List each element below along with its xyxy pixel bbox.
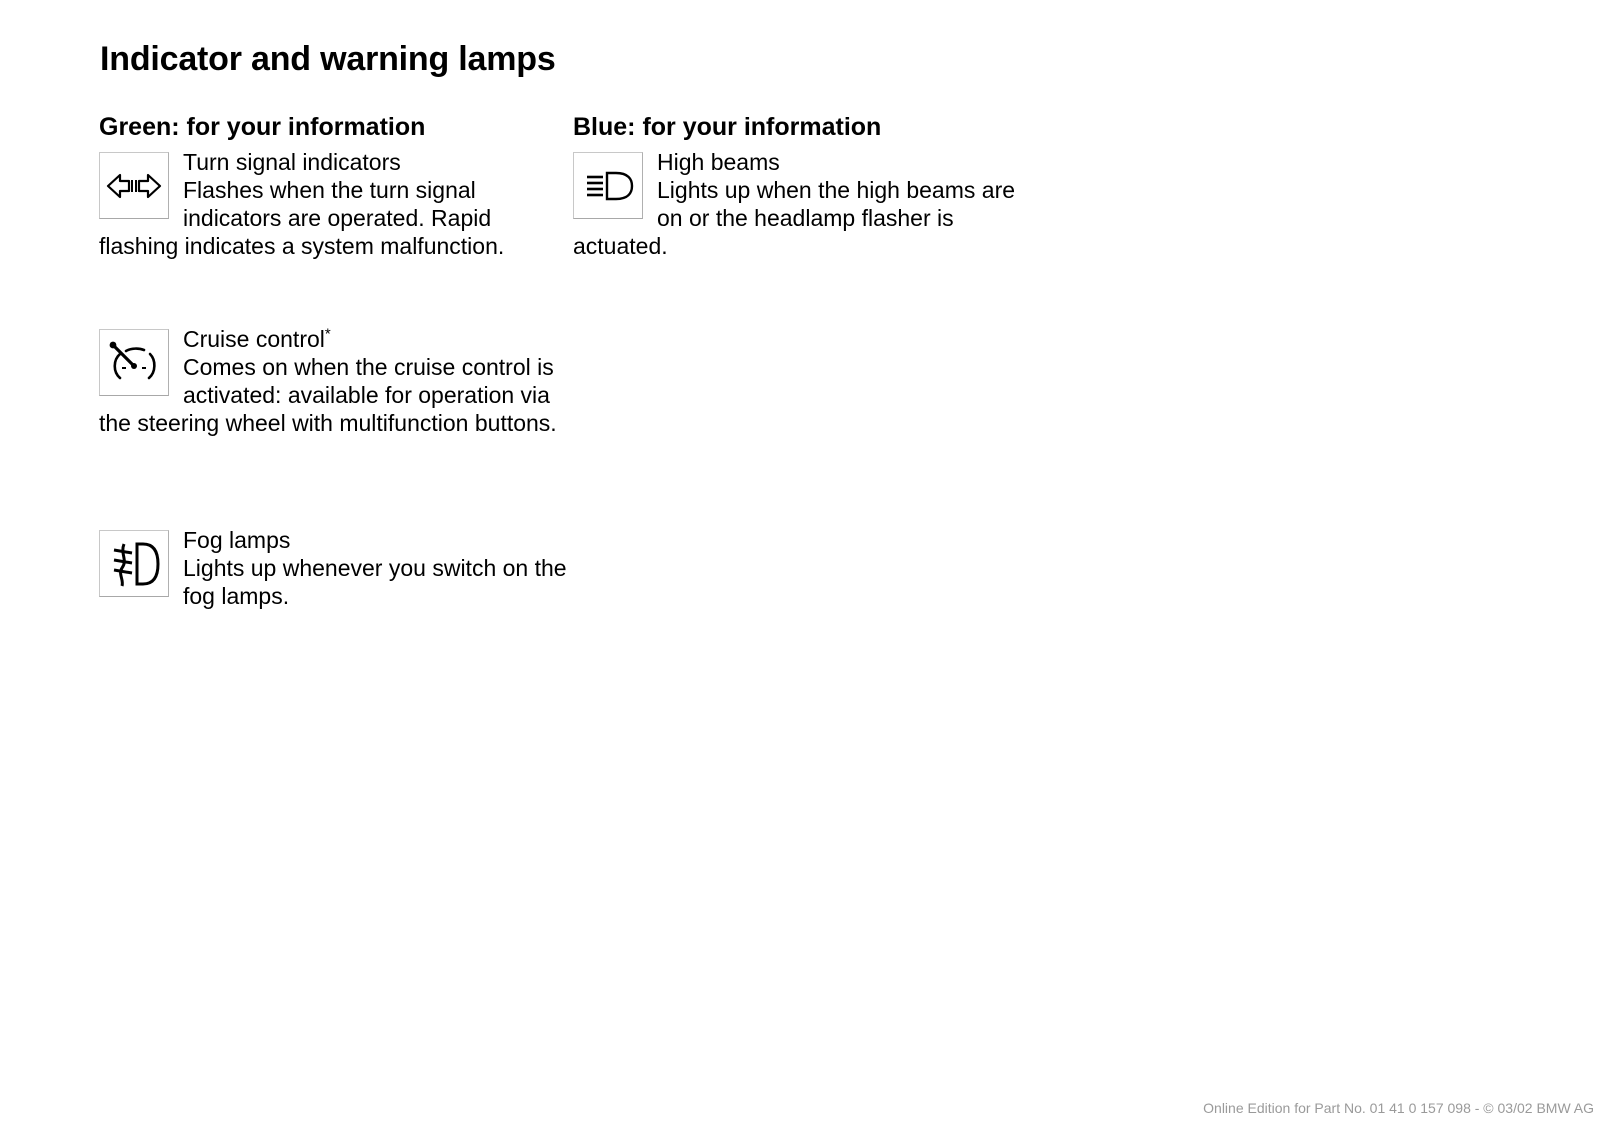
lamp-name: High beams — [657, 149, 780, 175]
lamp-entry-fog-lamps — [99, 526, 569, 610]
lamp-name: Turn signal indicators — [183, 149, 401, 175]
lamp-name: Fog lamps — [183, 527, 291, 553]
lamp-name: Cruise control* — [183, 325, 331, 352]
cruise-control-gauge-icon — [99, 329, 169, 396]
blue-column-heading: Blue: for your information — [573, 113, 882, 141]
lamp-entry-turn-signal — [99, 148, 569, 260]
turn-signal-arrows-icon — [99, 152, 169, 219]
lamp-description: Comes on when the cruise control is activated: available for operation via the steering wheel with multifunction buttons. — [99, 354, 557, 436]
high-beam-headlamp-icon — [573, 152, 643, 219]
green-column-heading: Green: for your information — [99, 113, 426, 141]
lamp-description: Lights up whenever you switch on the fog lamps. — [183, 555, 567, 609]
fog-lamp-icon — [99, 530, 169, 597]
lamp-entry-cruise-control — [99, 325, 569, 437]
lamp-entry-high-beams — [573, 148, 1033, 260]
page-title: Indicator and warning lamps — [100, 40, 556, 78]
footer-edition-note: Online Edition for Part No. 01 41 0 157 098 - © 03/02 BMW AG — [1203, 1100, 1594, 1116]
optional-equipment-mark: * — [324, 325, 331, 343]
lamp-description: Flashes when the turn signal indicators are operated. Rapid flashing indicates a system malfunction. — [99, 177, 505, 259]
lamp-description: Lights up when the high beams are on or the headlamp flasher is actuated. — [573, 177, 1016, 259]
